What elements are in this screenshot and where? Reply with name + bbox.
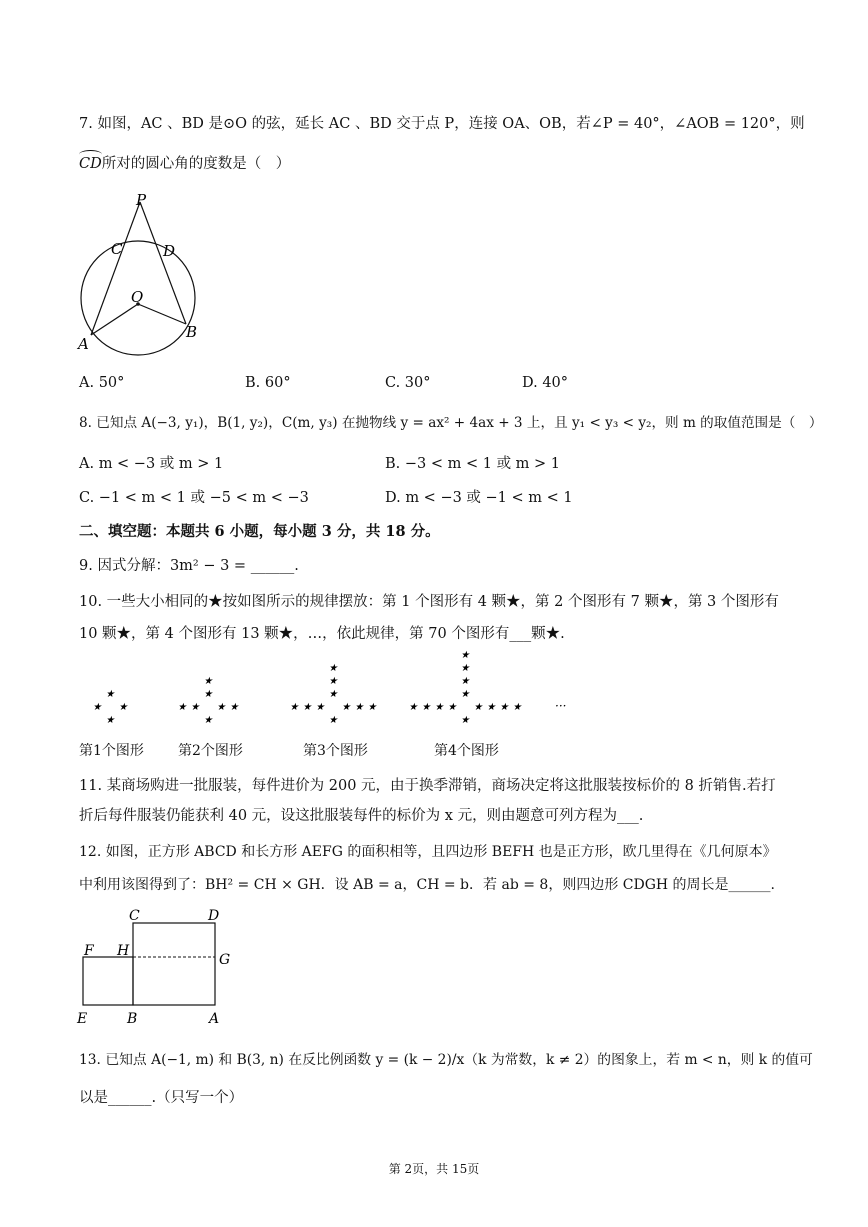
q7-option-d: D. 40°	[522, 375, 569, 391]
q8-option-a: A. m < −3 或 m > 1	[79, 456, 224, 472]
star-mark: ★	[447, 702, 457, 713]
star-mark: ★	[473, 702, 483, 713]
q7-arc-cd: CD	[79, 156, 102, 172]
q9-text: 9. 因式分解：3m² − 3 = ______.	[79, 558, 299, 574]
star-mark: ★	[354, 702, 364, 713]
star-mark: ★	[105, 715, 115, 726]
star-mark: ★	[328, 715, 338, 726]
q7-label-c: C	[111, 240, 123, 258]
star-mark: ★	[512, 702, 522, 713]
q12-text-line1: 12. 如图，正方形 ABCD 和长方形 AEFG 的面积相等，且四边形 BEFH 也是正方形，欧几里得在《几何原本》	[79, 844, 777, 860]
star-mark: ★	[499, 702, 509, 713]
q8-text-line1: 8. 已知点 A(−3, y₁)，B(1, y₂)，C(m, y₃) 在抛物线 y = ax² + 4ax + 3 上，且 y₁ < y₃ < y₂，则 m 的取值范围是（ ）	[79, 415, 823, 431]
q7-text-line2	[79, 154, 290, 174]
q7-option-a: A. 50°	[79, 375, 125, 391]
q12-label-b: B	[127, 1011, 138, 1027]
q12-label-c: C	[129, 908, 140, 924]
q12-label-g: G	[219, 952, 231, 968]
page-footer: 第 2页，共 15页	[388, 1162, 480, 1176]
star-mark: ★	[216, 702, 226, 713]
q12-label-a: A	[209, 1011, 220, 1027]
q11-text-line1: 11. 某商场购进一批服装，每件进价为 200 元，由于换季滞销，商场决定将这批服装按标价的 8 折销售.若打	[79, 778, 776, 794]
star-mark: ★	[421, 702, 431, 713]
star-mark: ★	[460, 663, 470, 674]
q7-label-a: A	[78, 335, 89, 353]
q12-text-line2: 中利用该图得到了：BH² = CH × GH．设 AB = a，CH = b．若 ab = 8，则四边形 CDGH 的周长是______.	[79, 877, 775, 893]
q10-star-pattern	[80, 650, 580, 744]
q7-text-line2-rest: 所对的圆心角的度数是（ ）	[101, 156, 291, 172]
q11-text-line2: 折后每件服装仍能获利 40 元，设这批服装每件的标价为 x 元，则由题意可列方程为___.	[79, 808, 644, 824]
star-mark: ★	[92, 702, 102, 713]
q10-caption-1: 第1个图形	[79, 743, 144, 759]
star-mark: ★	[341, 702, 351, 713]
star-mark: ★	[328, 689, 338, 700]
q10-caption-3: 第3个图形	[303, 743, 368, 759]
star-mark: ★	[302, 702, 312, 713]
q10-caption-2: 第2个图形	[178, 743, 243, 759]
star-mark: ★	[203, 715, 213, 726]
star-mark: ★	[177, 702, 187, 713]
star-mark: ★	[203, 689, 213, 700]
q8-option-c: C. −1 < m < 1 或 −5 < m < −3	[79, 490, 309, 506]
star-mark: ★	[328, 676, 338, 687]
star-mark: ★	[434, 702, 444, 713]
q7-circle-figure	[70, 188, 220, 362]
q7-option-c: C. 30°	[385, 375, 431, 391]
q7-label-p: P	[136, 191, 147, 209]
q10-text-line2: 10 颗★，第 4 个图形有 13 颗★，…，依此规律，第 70 个图形有___颗★.	[79, 626, 565, 642]
star-mark: ★	[460, 676, 470, 687]
q7-label-b: B	[186, 323, 198, 341]
q12-square-figure	[74, 905, 244, 1034]
q12-label-d: D	[208, 908, 220, 924]
ellipsis-mark: ···	[555, 699, 567, 713]
q10-text-line1: 10. 一些大小相同的★按如图所示的规律摆放：第 1 个图形有 4 颗★，第 2 个图形有 7 颗★，第 3 个图形有	[79, 594, 779, 610]
q12-label-e: E	[77, 1011, 88, 1027]
star-mark: ★	[408, 702, 418, 713]
q7-text-line1: 7. 如图，AC 、BD 是⊙O 的弦，延长 AC 、BD 交于点 P，连接 OA、OB，若∠P = 40°，∠AOB = 120°，则	[79, 116, 805, 132]
star-mark: ★	[118, 702, 128, 713]
star-mark: ★	[229, 702, 239, 713]
q7-label-o: O	[131, 288, 144, 306]
q13-text-line2: 以是______.（只写一个）	[79, 1090, 244, 1106]
star-mark: ★	[460, 715, 470, 726]
q8-option-b: B. −3 < m < 1 或 m > 1	[385, 456, 561, 472]
star-mark: ★	[486, 702, 496, 713]
star-mark: ★	[460, 689, 470, 700]
q7-option-b: B. 60°	[245, 375, 291, 391]
star-mark: ★	[105, 689, 115, 700]
star-mark: ★	[190, 702, 200, 713]
star-mark: ★	[315, 702, 325, 713]
star-mark: ★	[460, 650, 470, 661]
star-mark: ★	[289, 702, 299, 713]
star-mark: ★	[328, 663, 338, 674]
q12-label-f: F	[84, 943, 94, 959]
q13-text-line1: 13. 已知点 A(−1, m) 和 B(3, n) 在反比例函数 y = (k − 2)/x（k 为常数，k ≠ 2）的图象上，若 m < n，则 k 的值可	[79, 1052, 813, 1068]
star-mark: ★	[367, 702, 377, 713]
q8-option-d: D. m < −3 或 −1 < m < 1	[385, 490, 573, 506]
star-mark: ★	[203, 676, 213, 687]
q12-label-h: H	[117, 943, 130, 959]
q10-caption-4: 第4个图形	[434, 743, 499, 759]
section2-heading: 二、填空题：本题共 6 小题，每小题 3 分，共 18 分。	[79, 523, 440, 540]
q7-label-d: D	[163, 242, 176, 260]
